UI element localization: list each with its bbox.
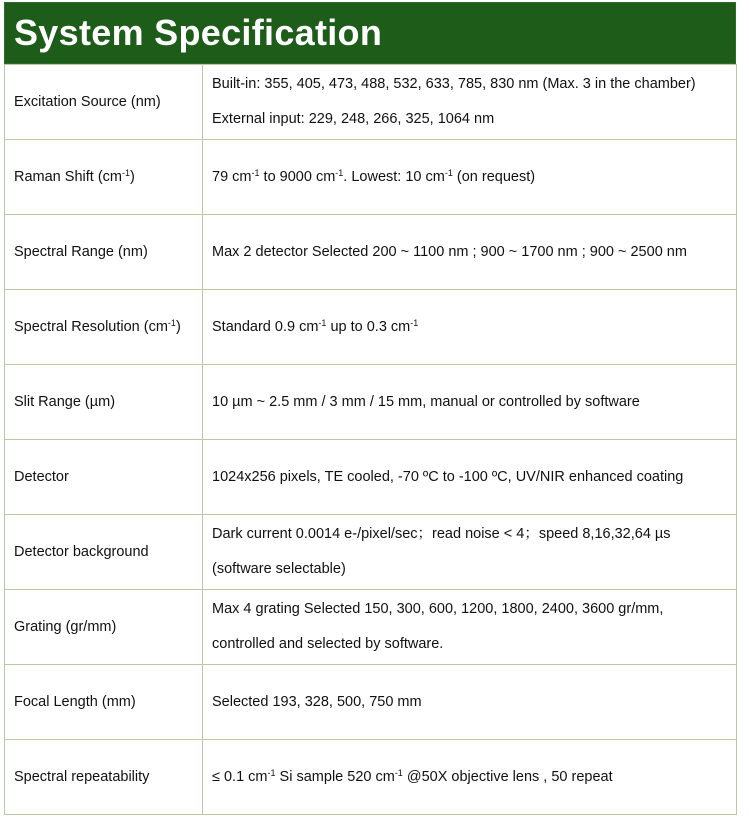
spec-value-line [212, 561, 736, 578]
text-segment: 1024x256 pixels, TE cooled, -70 ºC to -100 ºC, UV/NIR enhanced coating [212, 468, 684, 485]
spec-label [5, 665, 203, 740]
spec-label [5, 290, 203, 365]
spec-value-line [212, 469, 736, 486]
superscript-text: -1 [251, 167, 260, 178]
header-bar [4, 2, 736, 64]
table-row [5, 290, 737, 365]
spec-value [203, 515, 737, 590]
text-segment: Max 4 grating Selected 150, 300, 600, 1200, 1800, 2400, 3600 gr/mm, [212, 601, 664, 617]
text-segment: controlled and selected by software. [212, 636, 444, 652]
spec-value-line [212, 601, 736, 618]
text-segment: Spectral repeatability [14, 769, 150, 785]
spec-value [203, 65, 737, 140]
spec-label [5, 440, 203, 515]
spec-value-line [212, 636, 736, 653]
superscript-text: -1 [318, 317, 327, 328]
text-segment: Standard 0.9 cm [212, 318, 319, 335]
text-segment: ) [175, 319, 181, 335]
table-row [5, 215, 737, 290]
table-row [5, 590, 737, 665]
spec-value-line [212, 769, 736, 786]
spec-value [203, 665, 737, 740]
spec-value-line [212, 526, 736, 543]
spec-label [5, 515, 203, 590]
spec-label [5, 590, 203, 665]
table-row [5, 440, 737, 515]
text-segment: External input: 229, 248, 266, 325, 1064 nm [212, 111, 495, 127]
text-segment: @50X objective lens , 50 repeat [402, 768, 613, 785]
spec-value [203, 140, 737, 215]
spec-value-line [212, 169, 736, 186]
page-title: System Specification [14, 12, 383, 53]
text-segment: 79 cm [212, 168, 252, 185]
text-segment: Grating (gr/mm) [14, 619, 117, 635]
table-row [5, 365, 737, 440]
table-row [5, 515, 737, 590]
spec-value [203, 365, 737, 440]
text-segment: Excitation Source (nm) [14, 94, 161, 110]
superscript-text: -1 [167, 318, 176, 328]
spec-label [5, 215, 203, 290]
spec-label [5, 365, 203, 440]
text-segment: ) [130, 169, 135, 185]
text-segment: 10 µm ~ 2.5 mm / 3 mm / 15 mm, manual or controlled by software [212, 393, 640, 410]
spec-value [203, 440, 737, 515]
text-segment: (software selectable) [212, 561, 346, 577]
text-segment: Focal Length (mm) [14, 694, 136, 710]
spec-label [5, 740, 203, 815]
spec-value [203, 215, 737, 290]
text-segment: Spectral Range (nm) [14, 244, 148, 260]
text-segment: Si sample 520 cm [275, 768, 395, 785]
text-segment: . Lowest: 10 cm [343, 168, 445, 185]
text-segment: ≤ 0.1 cm [212, 768, 268, 785]
superscript-text: -1 [394, 767, 403, 778]
spec-value [203, 590, 737, 665]
spec-table-body [5, 65, 737, 815]
text-segment: Dark current 0.0014 e-/pixel/sec；read noise < 4；speed 8,16,32,64 µs [212, 526, 671, 542]
spec-sheet [4, 2, 736, 815]
table-row [5, 140, 737, 215]
text-segment: Detector [14, 469, 69, 485]
superscript-text: -1 [444, 167, 453, 178]
spec-value [203, 740, 737, 815]
text-segment: Max 2 detector Selected 200 ~ 1100 nm ; 900 ~ 1700 nm ; 900 ~ 2500 nm [212, 243, 687, 260]
superscript-text: -1 [267, 767, 276, 778]
text-segment: up to 0.3 cm [326, 318, 411, 335]
spec-value [203, 290, 737, 365]
table-row [5, 740, 737, 815]
text-segment: Selected 193, 328, 500, 750 mm [212, 693, 422, 710]
spec-table [4, 64, 737, 815]
text-segment: Raman Shift (cm [14, 169, 122, 185]
table-row [5, 665, 737, 740]
spec-value-line [212, 111, 736, 128]
spec-value-line [212, 319, 736, 336]
text-segment: to 9000 cm [259, 168, 336, 185]
superscript-text: -1 [335, 167, 344, 178]
text-segment: Spectral Resolution (cm [14, 319, 168, 335]
text-segment: Detector background [14, 544, 149, 560]
text-segment: Built-in: 355, 405, 473, 488, 532, 633, 785, 830 nm (Max. 3 in the chamber) [212, 76, 696, 92]
spec-value-line [212, 244, 736, 261]
superscript-text: -1 [410, 317, 419, 328]
spec-value-line [212, 694, 736, 711]
spec-label [5, 140, 203, 215]
spec-value-line [212, 76, 736, 93]
superscript-text: -1 [121, 168, 130, 178]
table-row [5, 65, 737, 140]
spec-value-line [212, 394, 736, 411]
text-segment: (on request) [452, 168, 536, 185]
spec-label [5, 65, 203, 140]
text-segment: Slit Range (µm) [14, 394, 116, 410]
